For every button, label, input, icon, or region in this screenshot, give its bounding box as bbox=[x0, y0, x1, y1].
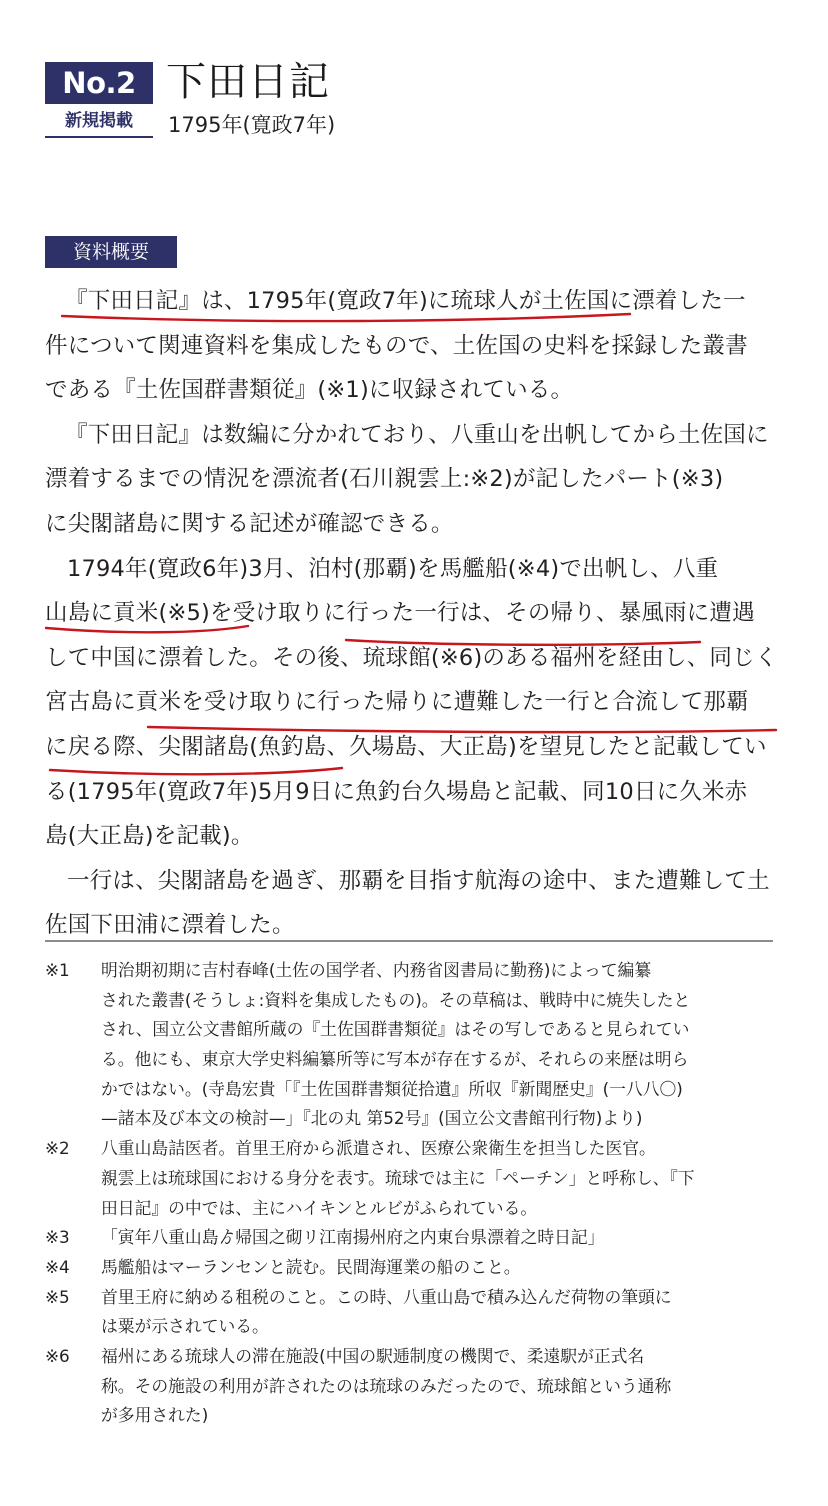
footnote-line bbox=[45, 1015, 785, 1045]
footnote-mark bbox=[45, 1045, 101, 1075]
footnote-line bbox=[45, 1045, 785, 1075]
footnote-mark: ※4 bbox=[45, 1256, 70, 1277]
body-line: に戻る際、尖閣諸島(魚釣島、久場島、大正島)を望見したと記載してい bbox=[45, 733, 767, 760]
footnote-mark: ※5 bbox=[45, 1286, 70, 1307]
footnote-line bbox=[45, 1372, 785, 1402]
footnote-text: 明治期初期に吉村春峰(土佐の国学者、内務省図書局に勤務)によって編纂 bbox=[101, 960, 652, 980]
body-line: 山島に貢米(※5)を受け取りに行った一行は、その帰り、暴風雨に遭遇 bbox=[45, 600, 755, 627]
footnote-mark bbox=[45, 1194, 101, 1224]
footnote-text: 「寅年八重山島ゟ帰国之砌リ江南揚州府之内東台県漂着之時日記」 bbox=[101, 1227, 605, 1248]
footnote-line bbox=[45, 1401, 785, 1431]
footnote-mark: ※1 bbox=[45, 960, 70, 980]
footnotes bbox=[45, 956, 785, 1431]
footnote-line bbox=[45, 1253, 785, 1283]
body-line: 漂着するまでの情況を漂流者(石川親雲上:※2)が記したパート(※3) bbox=[45, 466, 724, 493]
footnote-text: 八重山島詰医者。首里王府から派遣され、医療公衆衛生を担当した医官。 bbox=[101, 1138, 656, 1159]
page-title: 下田日記 bbox=[166, 59, 330, 105]
footnote-mark: ※3 bbox=[45, 1227, 70, 1248]
body-line: 島(大正島)を記載)。 bbox=[45, 823, 254, 850]
footnote-mark bbox=[45, 1015, 101, 1045]
body-line: る(1795年(寛政7年)5月9日に魚釣台久場島と記載、同10日に久米赤 bbox=[45, 778, 748, 805]
footnote-mark bbox=[45, 1401, 101, 1431]
footnote-text: 首里王府に納める租税のこと。この時、八重山島で積み込んだ荷物の筆頭に bbox=[101, 1286, 672, 1307]
footnote-text: された叢書(そうしょ:資料を集成したもの)。その草稿は、戦時中に焼失したと bbox=[101, 989, 691, 1010]
document-number-badge: No.2 bbox=[45, 62, 153, 104]
body-line: 一行は、尖閣諸島を過ぎ、那覇を目指す航海の途中、また遭難して土 bbox=[67, 867, 770, 894]
body-line: 宮古島に貢米を受け取りに行った帰りに遭難した一行と合流して那覇 bbox=[45, 689, 749, 716]
footnote-text: は粟が示されている。 bbox=[101, 1316, 269, 1337]
footnote-text: 田日記』の中では、主にハイキンとルビがふられている。 bbox=[101, 1197, 538, 1218]
body-line: して中国に漂着した。その後、琉球館(※6)のある福州を経由し、同じく bbox=[45, 644, 778, 671]
footnote-line bbox=[45, 1194, 785, 1224]
footnote-mark bbox=[45, 1312, 101, 1342]
section-heading-overview: 資料概要 bbox=[45, 236, 177, 268]
footnote-text: 親雲上は琉球国における身分を表す。琉球では主に「ペーチン」と呼称し、『下 bbox=[101, 1167, 695, 1188]
footnote-mark: ※2 bbox=[45, 1138, 70, 1159]
footnote-mark bbox=[45, 1164, 101, 1194]
body-line: 『下田日記』は、1795年(寛政7年)に琉球人が土佐国に漂着した一 bbox=[65, 288, 746, 314]
footnote-text: 福州にある琉球人の滞在施設(中国の駅逓制度の機関で、柔遠駅が正式名 bbox=[101, 1345, 645, 1366]
body-line: 1794年(寛政6年)3月、泊村(那覇)を馬艦船(※4)で出帆し、八重 bbox=[67, 555, 719, 582]
footnote-line bbox=[45, 986, 785, 1016]
notes-divider bbox=[45, 940, 773, 942]
body-line: 件について関連資料を集成したもので、土佐国の史料を採録した叢書 bbox=[45, 332, 748, 359]
footnote-text: され、国立公文書館所蔵の『土佐国群書類従』はその写しであると見られてい bbox=[101, 1019, 690, 1040]
body-line: である『土佐国群書類従』(※1)に収録されている。 bbox=[45, 377, 574, 404]
footnote-mark bbox=[45, 986, 101, 1016]
body-line: に尖閣諸島に関する記述が確認できる。 bbox=[45, 510, 454, 537]
body-line: 佐国下田浦に漂着した。 bbox=[45, 912, 295, 939]
overview-body bbox=[45, 279, 785, 948]
footnote-line bbox=[45, 1283, 785, 1313]
footnote-text: かではない。(寺島宏貴「『土佐国群書類従拾遺』所収『新聞歴史』(一八八〇) bbox=[101, 1078, 683, 1099]
footnote-line bbox=[45, 956, 785, 986]
footnote-mark bbox=[45, 1075, 101, 1105]
footnote-text: 称。その施設の利用が許されたのは琉球のみだったので、琉球館という通称 bbox=[101, 1375, 672, 1396]
footnote-text: —諸本及び本文の検討—」『北の丸 第52号』(国立公文書館刊行物)より) bbox=[101, 1108, 643, 1129]
footnote-line bbox=[45, 1104, 785, 1134]
new-listing-label: 新規掲載 bbox=[45, 106, 153, 138]
footnote-text: が多用された) bbox=[101, 1405, 209, 1426]
footnote-mark bbox=[45, 1372, 101, 1402]
document-date: 1795年(寛政7年) bbox=[168, 113, 336, 137]
footnote-line bbox=[45, 1342, 785, 1372]
footnote-line bbox=[45, 1075, 785, 1105]
footnote-text: る。他にも、東京大学史料編纂所等に写本が存在するが、それらの来歴は明ら bbox=[101, 1049, 689, 1070]
footnote-mark bbox=[45, 1104, 101, 1134]
footnote-line bbox=[45, 1312, 785, 1342]
footnote-line bbox=[45, 1164, 785, 1194]
footnote-line bbox=[45, 1134, 785, 1164]
footnote-text: 馬艦船はマーランセンと読む。民間海運業の船のこと。 bbox=[101, 1256, 521, 1277]
footnote-line bbox=[45, 1223, 785, 1253]
footnote-mark: ※6 bbox=[45, 1345, 70, 1366]
body-line: 『下田日記』は数編に分かれており、八重山を出帆してから土佐国に bbox=[65, 421, 769, 448]
